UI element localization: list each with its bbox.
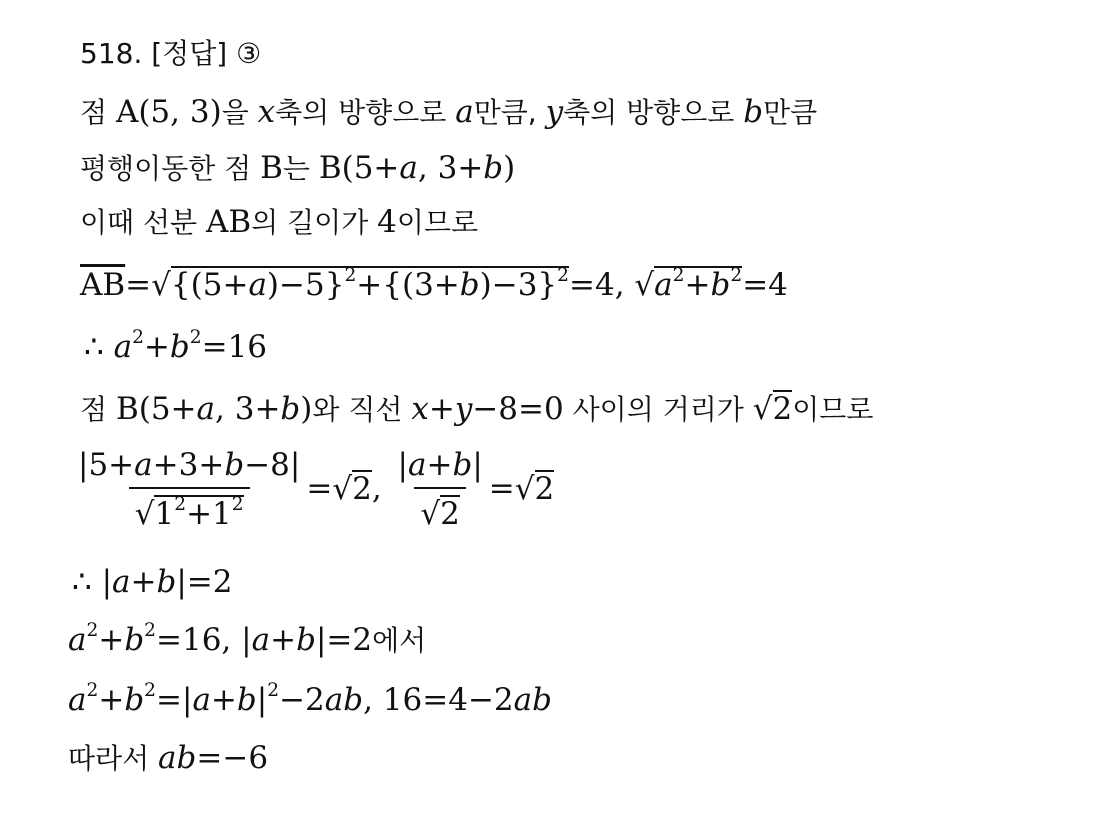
math: + — [130, 564, 157, 600]
var-x: x — [411, 391, 429, 427]
exponent: 2 — [144, 620, 157, 642]
radicand: 2 — [352, 470, 372, 507]
segment-ab: $\overline{AB}$ — [80, 267, 126, 303]
math: | — [101, 564, 113, 600]
fraction-distance — [72, 447, 306, 532]
math: + — [428, 391, 455, 427]
sqrt-two — [420, 495, 460, 530]
math: B(5+ — [318, 150, 400, 186]
math: |5+ — [78, 447, 135, 483]
text: 는 — [282, 152, 319, 185]
math: + — [98, 682, 125, 718]
sqrt-icon: √ — [134, 496, 155, 532]
math: = — [488, 470, 515, 507]
math: =−6 — [196, 740, 269, 776]
text: 의 길이가 — [251, 206, 378, 239]
exponent: 2 — [189, 327, 202, 349]
var-b: b — [710, 267, 731, 303]
sqrt-expression — [151, 266, 569, 301]
sqrt-two — [753, 390, 793, 425]
solution-line-11 — [68, 740, 269, 776]
text: 점 — [80, 96, 116, 129]
var-a: a — [68, 622, 87, 658]
math: )−3} — [479, 267, 558, 303]
sqrt-icon: √ — [151, 267, 171, 303]
text: 만큼, — [473, 96, 546, 129]
text: 에서 — [372, 624, 427, 657]
math: ) — [300, 391, 313, 427]
text: 만큼 — [763, 96, 818, 129]
math: =16 — [201, 329, 268, 365]
radicand — [171, 266, 569, 301]
problem-number: 518. — [80, 37, 143, 70]
sqrt-two — [332, 470, 372, 505]
math: | — [472, 447, 483, 483]
sqrt-two — [515, 470, 555, 505]
var-a: a — [196, 391, 216, 427]
var-x: x — [257, 94, 276, 130]
math: + — [684, 267, 711, 303]
text: 이때 선분 — [80, 206, 206, 239]
var-b: b — [156, 564, 177, 600]
math: , — [371, 470, 392, 507]
radicand: 2 — [534, 470, 555, 507]
math: |=2 — [315, 622, 373, 658]
var-a: a — [455, 94, 474, 130]
solution-line-8 — [72, 564, 233, 600]
solution-line-4 — [80, 266, 788, 301]
math: −8| — [244, 447, 301, 483]
math: B(5+ — [115, 391, 197, 427]
math: +{(3+ — [356, 267, 460, 303]
var-b: b — [452, 447, 473, 483]
math: , 16=4−2 — [363, 682, 514, 718]
var-y: y — [454, 391, 473, 427]
math: B — [260, 150, 283, 186]
var-b: b — [459, 267, 480, 303]
solution-line-10 — [68, 680, 552, 718]
text: 점 — [80, 393, 116, 426]
math: + — [270, 622, 297, 658]
var-a: a — [251, 622, 271, 658]
answer-label: [정답] — [151, 37, 228, 70]
exponent: 2 — [730, 265, 743, 287]
math: + — [143, 329, 170, 365]
var-b: b — [483, 150, 504, 186]
math: | — [241, 622, 252, 658]
math: + — [98, 622, 125, 658]
numerator — [72, 447, 306, 487]
sqrt-icon: √ — [332, 470, 353, 507]
sqrt-icon: √ — [514, 470, 535, 507]
math: =4, — [569, 267, 635, 303]
therefore-symbol: ∴ — [72, 564, 102, 600]
exponent: 2 — [344, 265, 357, 287]
solution-line-3 — [80, 204, 479, 240]
math: + — [210, 682, 237, 718]
var-a: a — [113, 329, 133, 365]
var-a: a — [68, 682, 87, 718]
sqrt-expression — [135, 495, 244, 530]
math: , 3+ — [215, 391, 281, 427]
text: 평행이동한 점 — [80, 152, 261, 185]
math: = — [125, 267, 152, 303]
text: 축의 방향으로 — [275, 96, 456, 129]
sqrt-icon: √ — [752, 391, 773, 427]
math: {(5+ — [170, 267, 249, 303]
math: 4 — [377, 204, 397, 240]
math: −8=0 — [472, 391, 564, 427]
math: ) — [503, 150, 516, 186]
solution-line-7 — [72, 447, 555, 532]
var-a: a — [399, 150, 418, 186]
problem-header — [80, 37, 262, 70]
math: |=2 — [176, 564, 233, 600]
exponent: 2 — [267, 680, 280, 702]
math: 1 — [154, 496, 175, 532]
radicand: 2 — [440, 496, 460, 532]
math: = — [306, 470, 333, 507]
text: 사이의 거리가 — [563, 393, 753, 426]
text: 이므로 — [396, 206, 479, 239]
fraction-abs — [392, 447, 489, 532]
text: 을 — [221, 96, 258, 129]
numerator — [392, 447, 489, 487]
math: +1 — [186, 496, 232, 532]
solution-line-6 — [80, 390, 873, 425]
exponent: 2 — [86, 680, 99, 702]
var-ab: ab — [513, 682, 552, 718]
var-ab: ab — [324, 682, 364, 718]
denominator — [129, 487, 250, 530]
var-ab: ab — [158, 740, 197, 776]
math: AB — [206, 204, 252, 240]
radicand — [654, 266, 742, 301]
denominator — [414, 487, 466, 530]
var-a: a — [134, 447, 153, 483]
var-b: b — [224, 447, 245, 483]
text: 따라서 — [68, 742, 159, 775]
var-b: b — [169, 329, 190, 365]
text: 축의 방향으로 — [563, 96, 744, 129]
var-b: b — [236, 682, 257, 718]
var-a: a — [654, 267, 673, 303]
math: | — [256, 682, 268, 718]
var-a: a — [248, 267, 267, 303]
math: =16, — [156, 622, 242, 658]
exponent: 2 — [144, 680, 157, 702]
math: +3+ — [152, 447, 225, 483]
solution-line-2 — [80, 150, 516, 186]
math: −2 — [279, 682, 325, 718]
sqrt-expression-2 — [634, 266, 742, 301]
math: + — [426, 447, 453, 483]
var-a: a — [408, 447, 427, 483]
var-b: b — [124, 682, 145, 718]
exponent: 2 — [132, 327, 144, 349]
exponent: 2 — [672, 265, 685, 287]
radicand: 2 — [772, 391, 793, 427]
math: =4 — [742, 267, 788, 303]
var-y: y — [545, 94, 564, 130]
radicand — [154, 495, 243, 530]
var-b: b — [280, 391, 301, 427]
exponent: 2 — [557, 265, 569, 287]
solution-line-1 — [80, 94, 818, 130]
text: 이므로 — [792, 393, 874, 426]
math: =| — [156, 682, 193, 718]
exponent: 2 — [174, 494, 187, 516]
var-b: b — [743, 94, 764, 130]
exponent: 2 — [86, 620, 99, 642]
var-a: a — [192, 682, 211, 718]
solution-line-9 — [68, 620, 427, 658]
exponent: 2 — [231, 494, 244, 516]
sqrt-icon: √ — [420, 496, 441, 532]
math: | — [397, 447, 408, 483]
var-b: b — [296, 622, 316, 658]
math: A(5, 3) — [115, 94, 222, 130]
math: )−5} — [266, 267, 345, 303]
math: , 3+ — [417, 150, 484, 186]
sqrt-icon: √ — [634, 267, 655, 303]
answer-value: ③ — [236, 37, 262, 70]
solution-line-5 — [84, 327, 268, 365]
var-b: b — [124, 622, 145, 658]
text: 와 직선 — [312, 393, 412, 426]
var-a: a — [112, 564, 131, 600]
therefore-symbol: ∴ — [84, 329, 114, 365]
